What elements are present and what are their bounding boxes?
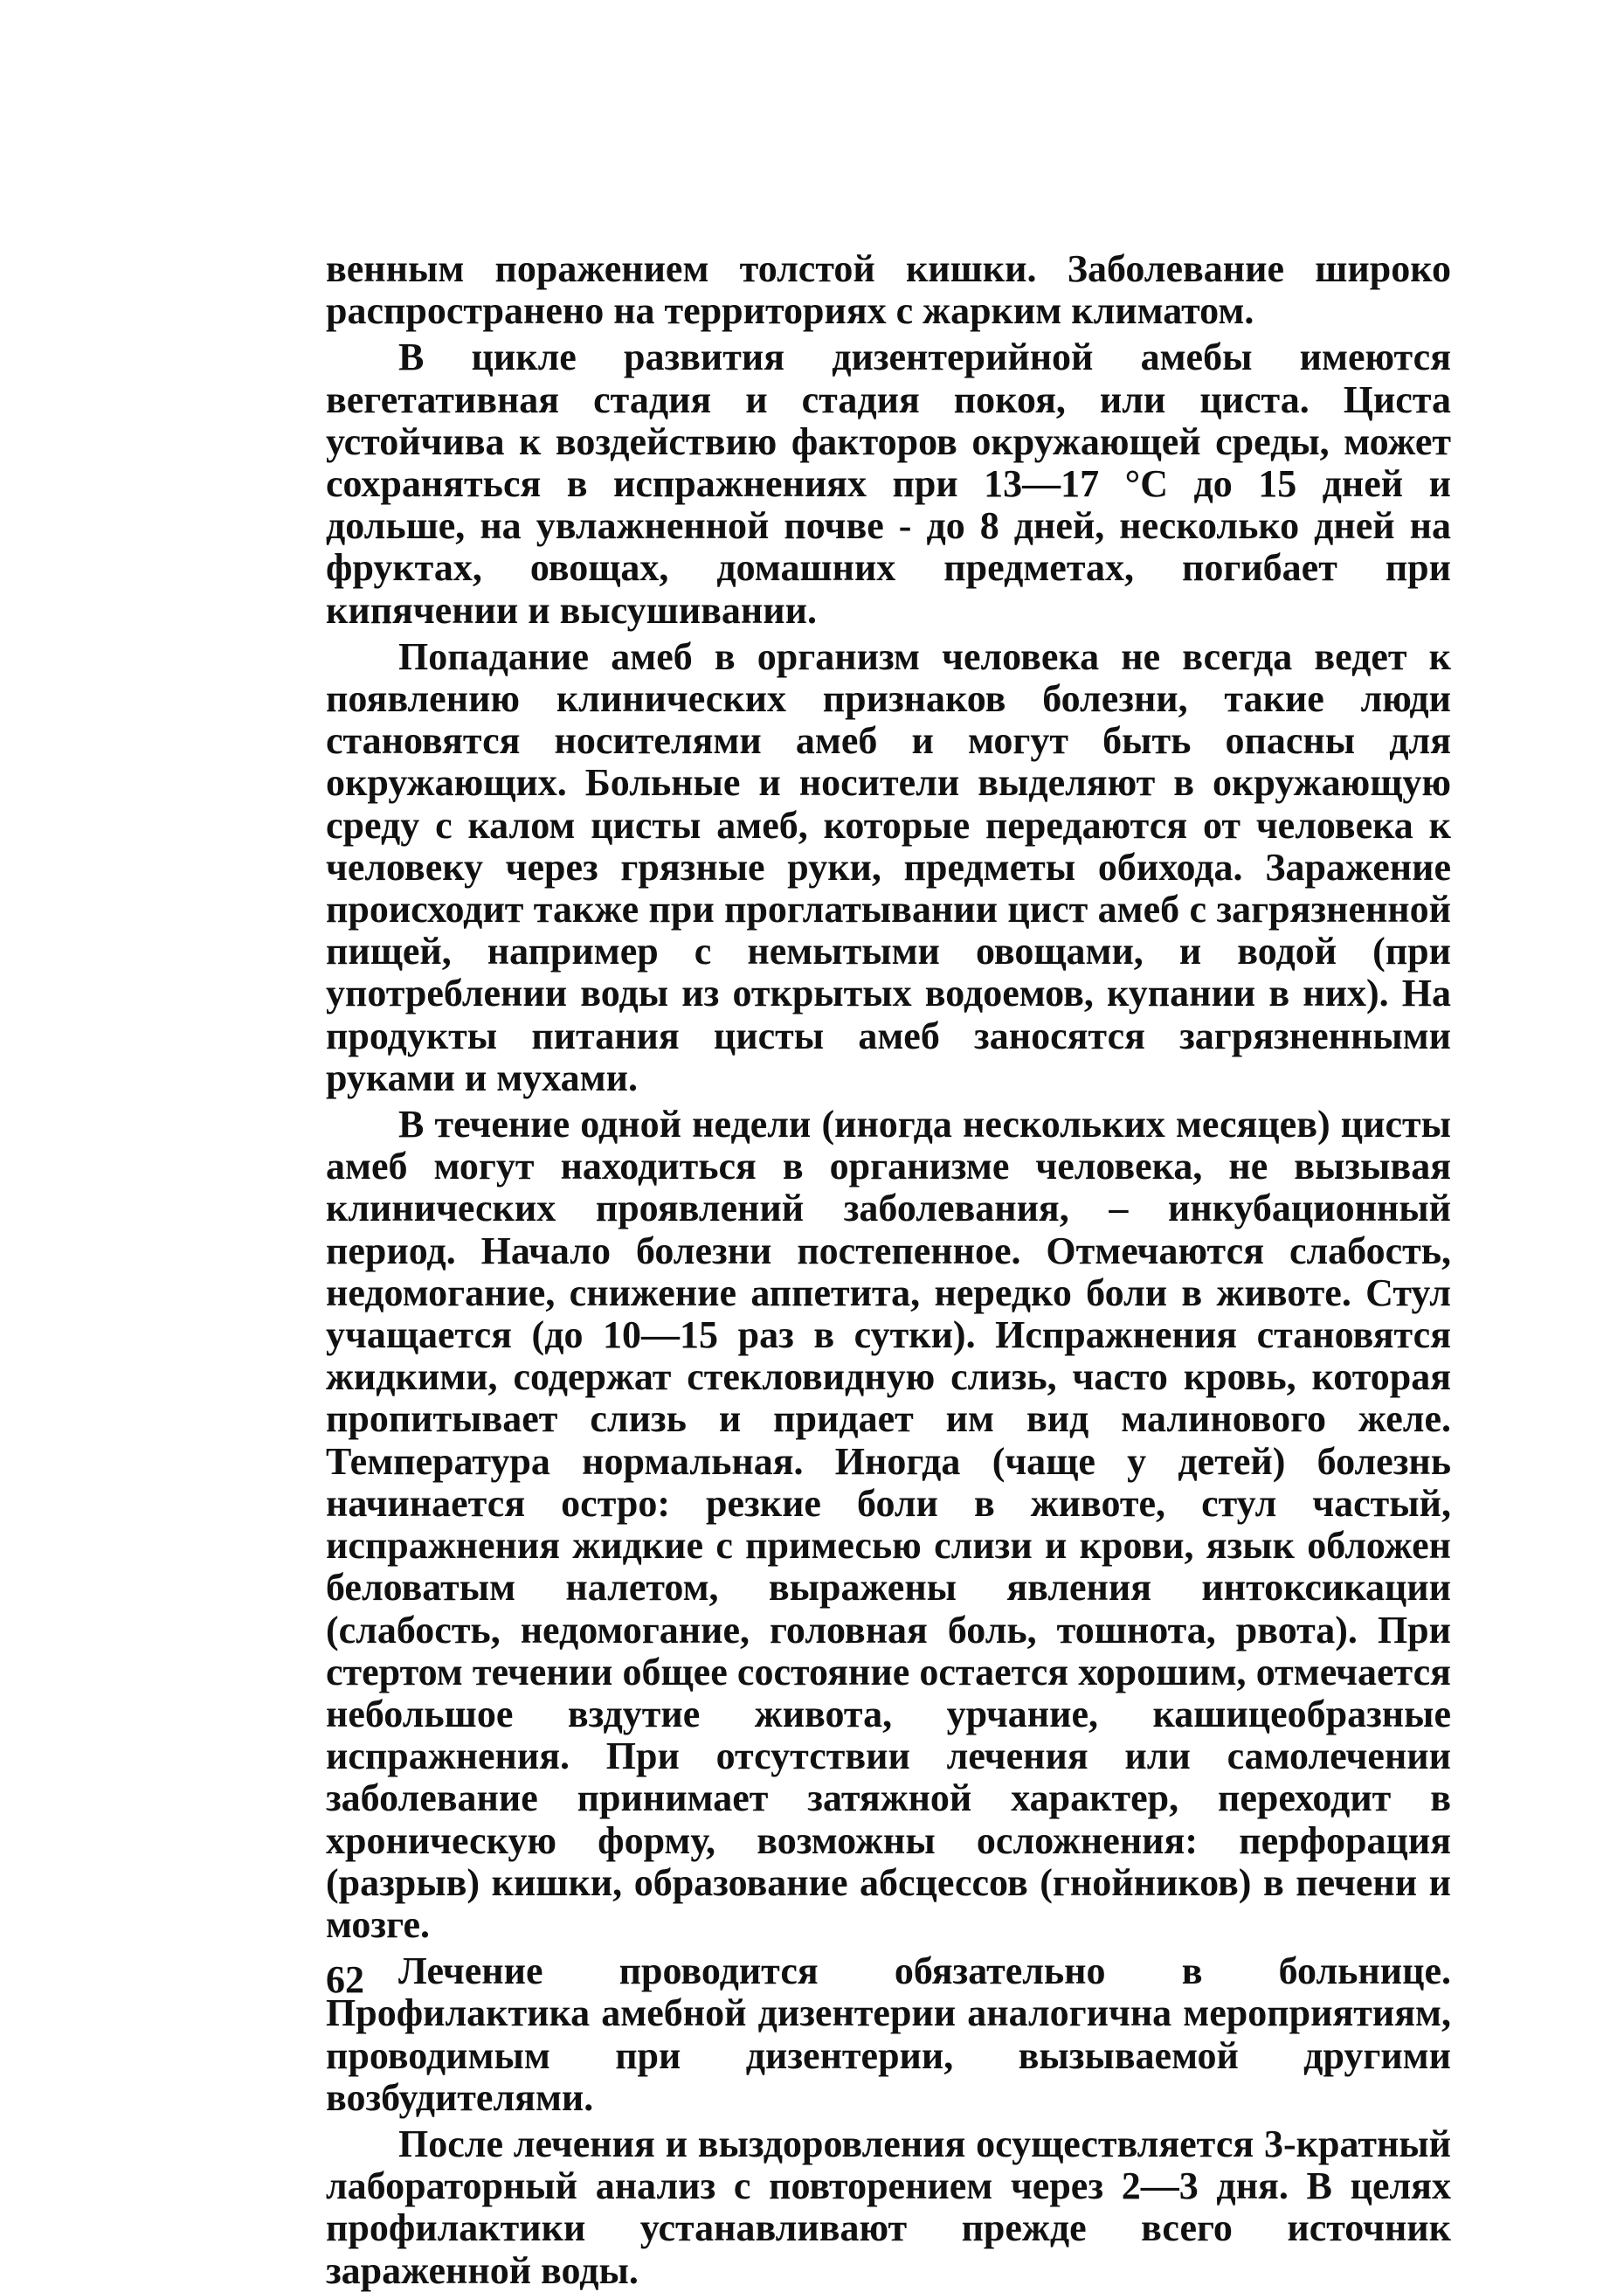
- body-text: [326, 248, 1451, 2292]
- paragraph-2: В цикле развития дизентерийной амебы имеются вегетативная стадия и стадия покоя, или циста. Циста устойчива к воздействию факторов окружающей среды, может сохраняться в испражнениях при 13—17 °С до 15 дней и дольше, на увлажненной почве - до 8 дней, несколько дней на фруктах, овощах, домашних предметах, погибает при кипячении и высушивании.: [326, 336, 1451, 632]
- paragraph-3: Попадание амеб в организм человека не всегда ведет к появлению клинических признаков болезни, такие люди становятся носителями амеб и могут быть опасны для окружающих. Больные и носители выделяют в окружающую среду с калом цисты амеб, которые передаются от человека к человеку через грязные руки, предметы обихода. Заражение происходит также при проглатывании цист амеб с загрязненной пищей, например с немытыми овощами, и водой (при употреблении воды из открытых водоемов, купании в них). На продукты питания цисты амеб заносятся загрязненными руками и мухами.: [326, 634, 1451, 1099]
- paragraph-6: После лечения и выздоровления осуществляется 3-кратный лабораторный анализ с повторением через 2—3 дня. В целях профилактики устанавливают прежде всего источник зараженной воды.: [326, 2122, 1451, 2292]
- paragraph-4: В течение одной недели (иногда нескольких месяцев) цисты амеб могут находиться в организме человека, не вызывая клинических проявлений заболевания, – инкубационный период. Начало болезни постепенное. Отмечаются слабость, недомогание, снижение аппетита, нередко боли в животе. Стул учащается (до 10—15 раз в сутки). Испражнения становятся жидкими, содержат стекловидную слизь, часто кровь, которая пропитывает слизь и придает им вид малинового желе. Температура нормальная. Иногда (чаще у детей) болезнь начинается остро: резкие боли в животе, стул частый, испражнения жидкие с примесью слизи и крови, язык обложен беловатым налетом, выражены явления интоксикации (слабость, недомогание, головная боль, тошнота, рвота). При стертом течении общее состояние остается хорошим, отмечается небольшое вздутие живота, урчание, кашицеобразные испражнения. При отсутствии лечения или самолечении заболевание принимает затяжной характер, переходит в хроническую форму, возможны осложнения: перфорация (разрыв) кишки, образование абсцессов (гнойников) в печени и мозге.: [326, 1103, 1451, 1946]
- page-number: 62: [326, 1958, 364, 2001]
- paragraph-5: Лечение проводится обязательно в больнице. Профилактика амебной дизентерии аналогична мероприятиям, проводимым при дизентерии, вызываемой другими возбудителями.: [326, 1949, 1451, 2119]
- paragraph-1: венным поражением толстой кишки. Заболевание широко распространено на территориях с жарким климатом.: [326, 247, 1451, 333]
